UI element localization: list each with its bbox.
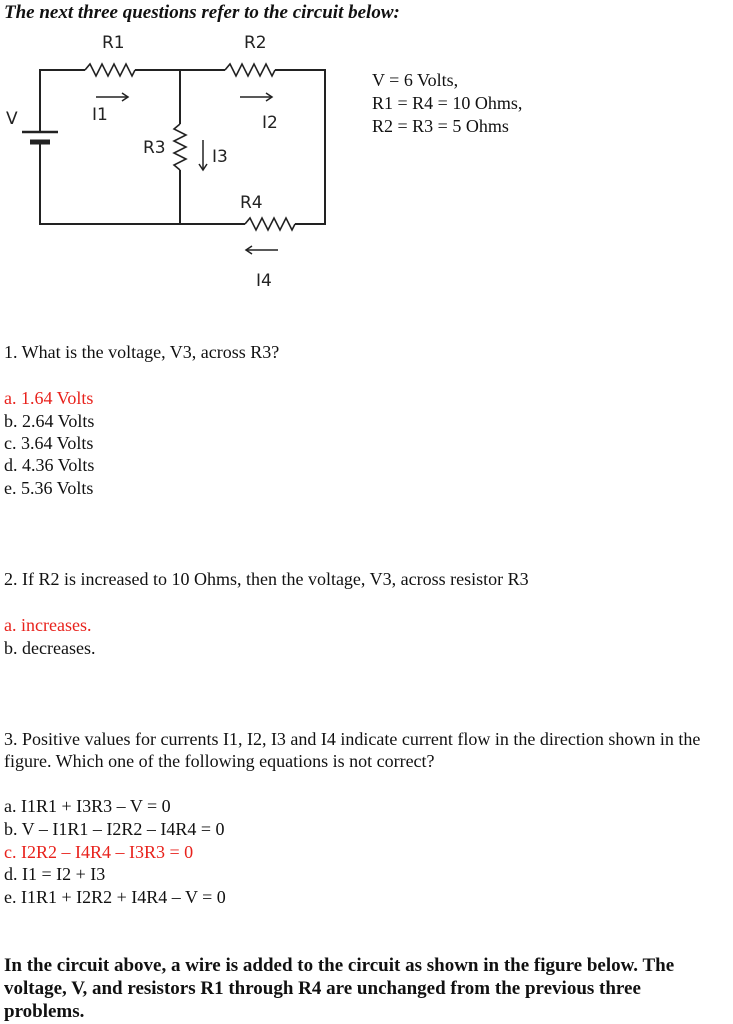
label-i2: I2 <box>262 113 278 133</box>
question-1-text: 1. What is the voltage, V3, across R3? <box>4 342 280 362</box>
label-r1: R1 <box>102 33 125 53</box>
question-2-text: 2. If R2 is increased to 10 Ohms, then the voltage, V3, across resistor R3 <box>4 569 529 589</box>
resistor-r2 <box>225 64 275 76</box>
label-r2: R2 <box>244 33 267 53</box>
label-v: V <box>6 109 18 129</box>
intro-heading: The next three questions refer to the circuit below: <box>4 2 400 23</box>
battery-symbol <box>22 124 58 163</box>
label-r4: R4 <box>240 193 263 213</box>
resistor-r4 <box>245 218 295 230</box>
q3-option-e: e. I1R1 + I2R2 + I4R4 – V = 0 <box>4 887 226 907</box>
q3-option-a: a. I1R1 + I3R3 – V = 0 <box>4 796 171 816</box>
resistor-r3 <box>174 124 186 170</box>
given-r2-r3: R2 = R3 = 5 Ohms <box>372 116 509 136</box>
q2-option-b: b. decreases. <box>4 638 96 658</box>
q3-option-c: c. I2R2 – I4R4 – I3R3 = 0 <box>4 842 194 862</box>
q3-option-b: b. V – I1R1 – I2R2 – I4R4 = 0 <box>4 819 225 839</box>
label-i3: I3 <box>212 147 228 167</box>
q1-option-c: c. 3.64 Volts <box>4 433 94 453</box>
resistor-r1 <box>85 64 135 76</box>
circuit-wires <box>40 70 325 224</box>
q1-option-a: a. 1.64 Volts <box>4 388 94 408</box>
label-i1: I1 <box>92 105 108 125</box>
question-3-text: 3. Positive values for currents I1, I2, I3 and I4 indicate current flow in the direction shown in the figure. Which one of the following equations is not correct? <box>4 729 701 771</box>
circuit-diagram <box>0 28 360 298</box>
label-r3: R3 <box>143 138 166 158</box>
q2-option-a: a. increases. <box>4 615 92 635</box>
q1-option-d: d. 4.36 Volts <box>4 455 95 475</box>
given-r1-r4: R1 = R4 = 10 Ohms, <box>372 93 523 113</box>
given-voltage: V = 6 Volts, <box>372 70 459 90</box>
current-arrows <box>96 93 278 254</box>
q3-option-d: d. I1 = I2 + I3 <box>4 864 106 884</box>
q1-option-e: e. 5.36 Volts <box>4 478 94 498</box>
label-i4: I4 <box>256 271 272 291</box>
outro-paragraph: In the circuit above, a wire is added to the circuit as shown in the figure below. The voltage, V, and resistors R1 through R4 are unchanged from the previous three problems. <box>4 955 675 1022</box>
q1-option-b: b. 2.64 Volts <box>4 411 95 431</box>
